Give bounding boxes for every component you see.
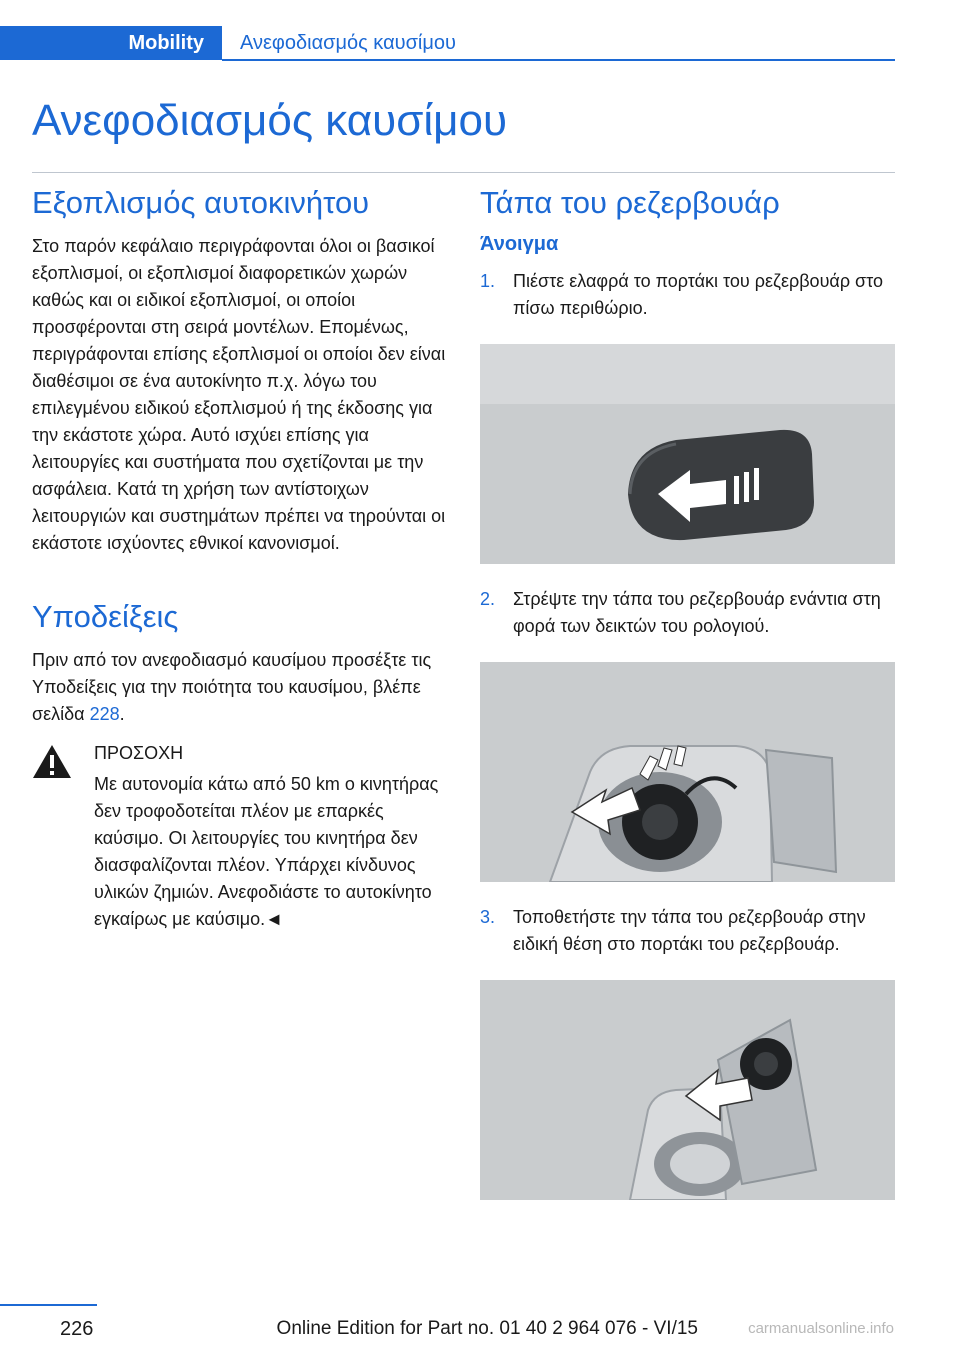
hints-body bbox=[32, 647, 450, 728]
page-number: 226 bbox=[60, 1318, 94, 1340]
warning-box bbox=[32, 740, 450, 933]
section-tab-mobility: Mobility bbox=[0, 26, 222, 60]
step-2 bbox=[480, 586, 895, 640]
left-column bbox=[32, 185, 450, 933]
figure-turn-cap bbox=[480, 662, 895, 882]
right-column bbox=[480, 185, 895, 1222]
chapter-tab: Ανεφοδιασμός καυσίμου bbox=[240, 31, 456, 54]
page-title: Ανεφοδιασμός καυσίμου bbox=[32, 96, 508, 145]
step-text: Πιέστε ελαφρά το πορτάκι του ρεζερβουάρ στο πίσω περιθώριο. bbox=[513, 271, 884, 318]
step-3 bbox=[480, 904, 895, 958]
hints-text-end: . bbox=[119, 704, 125, 724]
fuel-cap-heading: Τάπα του ρεζερβουάρ bbox=[480, 185, 780, 220]
header-underline bbox=[222, 59, 895, 61]
title-divider bbox=[32, 172, 895, 173]
hints-text: Πριν από τον ανεφοδιασμό καυσίμου προσέξτε τις Υποδείξεις για την ποιότητα του καυσίμου, βλέπε σελίδα bbox=[32, 650, 432, 724]
warning-triangle-icon bbox=[32, 744, 72, 779]
step-number: 2. bbox=[480, 589, 496, 609]
hints-heading: Υποδείξεις bbox=[32, 599, 179, 634]
warning-body: Με αυτονομία κάτω από 50 km ο κινητήρας δεν τροφοδοτείται πλέον με επαρκές καύσιμο. Οι λειτουργίες του κινητήρα δεν διασφαλίζονται πλέον. Υπάρχει κίνδυνος υλικών ζημιών. Ανεφοδιάστε το αυτοκίνητο εγκαίρως με καύσιμο.◄ bbox=[94, 774, 439, 929]
footer-divider bbox=[0, 1304, 97, 1306]
step-number: 3. bbox=[480, 907, 496, 927]
page-reference-link[interactable]: 228 bbox=[89, 704, 120, 724]
step-number: 1. bbox=[480, 271, 496, 291]
step-text: Στρέψτε την τάπα του ρεζερβουάρ ενάντια στη φορά των δεικτών του ρολογιού. bbox=[513, 589, 881, 636]
figure-cap-holder bbox=[480, 980, 895, 1200]
figure-fuel-flap-press bbox=[480, 344, 895, 564]
edition-text: Online Edition for Part no. 01 40 2 964 076 - VI/15 bbox=[276, 1318, 698, 1339]
header-tabbar bbox=[0, 26, 895, 60]
equipment-body: Στο παρόν κεφάλαιο περιγράφονται όλοι οι βασικοί εξοπλισμοί, οι εξοπλισμοί διαφορετικών χωρών καθώς και οι ειδικοί εξοπλισμοί, οι οποίοι προσφέρονται στη σειρά μοντέλων. Επομένως, περιγράφονται επίσης εξοπλισμοί οι οποίοι δεν είναι διαθέσιμοι σε ένα αυτοκίνητο π.χ. λόγω του επιλεγμένου ειδικού εξοπλισμού ή της έκδοσης για την εκάστοτε χώρα. Αυτό ισχύει επίσης για λειτουργίες και συστήματα που σχετίζονται με την ασφάλεια. Κατά τη χρήση των αντίστοιχων λειτουργιών και συστημάτων πρέπει να τηρούνται οι εκάστοτε ισχύοντες εθνικοί κανονισμοί. bbox=[32, 236, 446, 553]
watermark: carmanualsonline.info bbox=[748, 1320, 894, 1337]
step-text: Τοποθετήστε την τάπα του ρεζερβουάρ στην ειδική θέση στο πορτάκι του ρεζερβουάρ. bbox=[513, 907, 866, 954]
opening-subheading: Άνοιγμα bbox=[480, 233, 559, 255]
step-1 bbox=[480, 268, 895, 322]
equipment-heading: Εξοπλισμός αυτοκινήτου bbox=[32, 185, 370, 220]
warning-title: ΠΡΟΣΟΧΗ bbox=[94, 743, 184, 763]
